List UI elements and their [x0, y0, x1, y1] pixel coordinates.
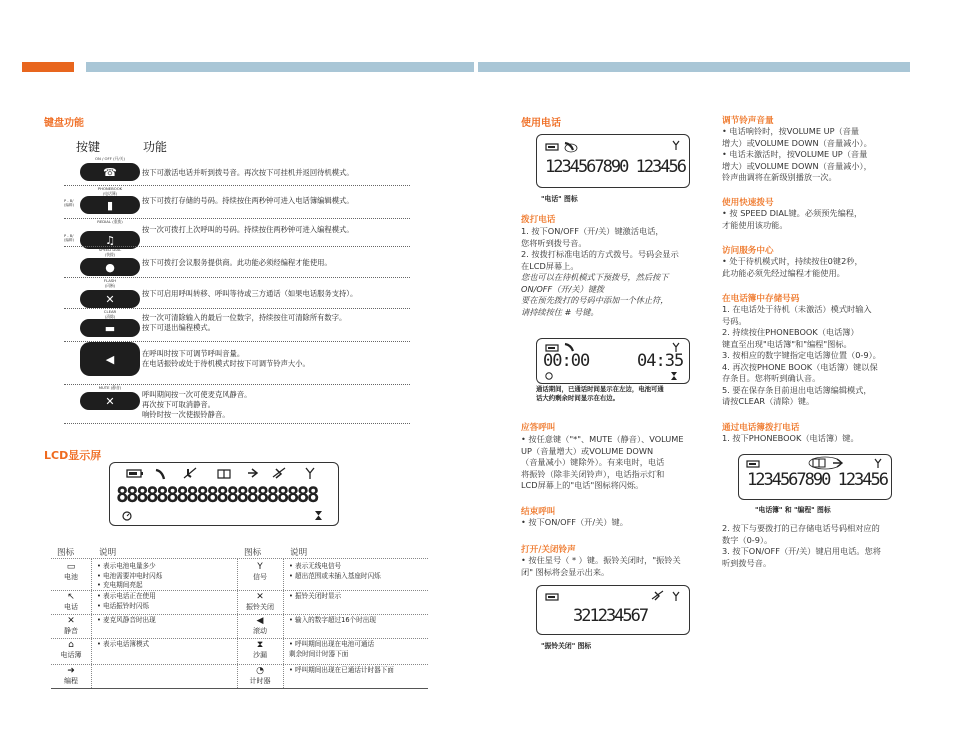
mute-key: [80, 392, 140, 410]
column-key-header: 按键: [76, 140, 101, 154]
scroll-icon: ◀ 滚动: [237, 616, 283, 636]
key-description: 呼叫期间按一次可使麦克风静音。 再次按下可取消静音。 响铃时按一次使振铃静音。: [142, 390, 252, 419]
phonebook-icon: ▮: [106, 198, 114, 212]
answer-text: • 按任意键（"*"、MUTE（静音）、VOLUME UP（音量增大）或VOLUME DOWN （音量减小）键除外）。有来电时，电话 将振铃（除非关闭铃声），电话指示灯和 LCD屏幕上的"电话"图标将闪烁。: [521, 434, 684, 490]
legend-icon-name: 电池: [64, 573, 78, 581]
phone-icon: [565, 143, 577, 152]
end-call-text: • 按下ON/OFF（开/关）键。: [521, 517, 628, 527]
legend-description: • 表示无线电信号 • 超出范围或未插入基座时闪烁: [289, 562, 381, 580]
key-label: REDIAL (重拨): [97, 219, 123, 224]
phonebook-dial-text: 1. 按下PHONEBOOK（电话簿）键。: [722, 433, 859, 443]
phonebook-dial-title: 通过电话簿拨打电话: [722, 423, 800, 433]
key-label: CLEAR (清除): [103, 309, 117, 319]
mute-icon: ✕: [105, 394, 115, 408]
legend-icon-name: 电话: [64, 603, 78, 611]
volume-icon: ◀: [105, 352, 115, 366]
legend-desc-header-2: 说明: [290, 548, 308, 558]
header-bar-right: [478, 62, 910, 72]
store-number-text: 1. 在电话处于待机（未激活）模式时输入 号码。 2. 持续按住PHONEBOOK（电话簿） 键直至出现"电话簿"和"编程"图标。 3. 按相应的数字键指定电话簿位置（0-9）。 4. 再次按PHONE BOOK（电话簿）键以保 存条目。您将听到确认音。 5. 要在保存条目前退出电话簿编辑模式， 请按CLEAR（清除）键。: [722, 304, 881, 406]
legend-icon-name: 编程: [64, 677, 78, 685]
phonebook-icon: [218, 470, 230, 478]
lcd-elapsed-time: 00:00: [543, 351, 590, 371]
lcd-phonebook-example: [738, 454, 892, 500]
volume-key: [80, 342, 140, 376]
keypad-row: [64, 156, 410, 186]
lcd-ringer-caption: "振铃关闭" 图标: [541, 642, 592, 650]
phonebook-key: [80, 196, 140, 214]
service-text: • 处于待机模式时，持续按住0键2秒， 此功能必须先经过编程才能使用。: [722, 256, 863, 278]
legend-icon-name: 振铃关闭: [246, 603, 274, 611]
hourglass-icon: ⧗ 沙漏: [237, 640, 283, 660]
keypad-section-title: 键盘功能: [44, 118, 84, 129]
keypad-row: [64, 247, 410, 278]
legend-icon-header-2: 图标: [244, 548, 262, 558]
keypad-row: [64, 309, 410, 342]
legend-description: • 振铃关闭时显示: [289, 592, 342, 600]
ringer-title: 打开/关闭铃声: [521, 545, 576, 555]
mute-icon: ✕ 静音: [51, 616, 91, 636]
lcd-timer-caption: 通话期间，已通话时间显示在左边，电池可通 话大约剩余时间显示在右边。: [536, 385, 664, 402]
lcd-digit-row: 88888888888888888888: [116, 483, 317, 507]
timer-icon: [546, 373, 552, 379]
signal-icon: [673, 141, 679, 150]
key-label: PHONEBOOK (电话簿): [97, 186, 123, 196]
legend-description: • 麦克风静音时出现: [97, 616, 156, 624]
key-sublabel: P - B/ (编辑): [64, 199, 74, 207]
dial-italic-text: 您也可以在待机模式下预拨号，然后按下 ON/OFF（开/关）键拨 要在预先拨打的号码中添加一个休止符， 请持续按住 # 号键。: [521, 272, 669, 317]
lcd-legend-table: [51, 544, 428, 690]
ringer-text: • 按住星号（ * ）键。振铃关闭时，"振铃关 闭" 图标将会显示出来。: [521, 555, 681, 577]
key-description: 按下可启用呼叫转移、呼叫等待或三方通话（如果电话服务支持）。: [142, 289, 358, 298]
program-icon: [248, 469, 257, 477]
timer-icon: ◔ 计时器: [237, 666, 283, 686]
end-call-title: 结束呼叫: [521, 507, 556, 517]
battery-icon: [546, 594, 558, 600]
lcd-full-display: [109, 462, 339, 526]
phone-icon: [565, 344, 573, 351]
header-bar-orange: [22, 62, 74, 72]
phonebook-icon: [813, 459, 825, 467]
lcd-phonebook-digits: 1234567890 123456: [747, 470, 887, 490]
lcd-phone-caption: "电话" 图标: [541, 195, 578, 203]
lcd-ringer-digits: 321234567: [573, 606, 648, 626]
service-title: 访问服务中心: [722, 246, 774, 256]
legend-description: • 表示电话簿模式: [97, 640, 150, 648]
mute-icon: [184, 468, 196, 478]
legend-icon-name: 计时器: [249, 677, 271, 685]
keypad-row: [64, 385, 410, 423]
phone-icon: ↖ 电话: [51, 592, 91, 612]
redial-icon: ♫: [105, 233, 115, 247]
dial-title: 拨打电话: [521, 215, 556, 225]
key-description: 按一次可清除输入的最后一位数字，持续按住可清除所有数字。 按下可退出编程模式。: [142, 313, 347, 332]
ringer-off-icon: ✕ 振铃关闭: [237, 592, 283, 612]
lcd-phonebook-caption: "电话簿" 和 "编程" 图标: [755, 506, 831, 514]
battery-icon: [127, 470, 143, 477]
dial-text: 1. 按下ON/OFF（开/关）键激活电话， 您将听到拨号音。 2. 按拨打标准电话的方式拨号。号码会显示 在LCD屏幕上。: [521, 226, 679, 271]
battery-icon: ▭ 电池: [51, 562, 91, 582]
legend-description: • 呼叫期间出现在已通话计时器下面: [289, 666, 394, 674]
key-description: 在呼叫时按下可调节呼叫音量。 在电话振铃或处于待机模式时按下可调节铃声大小。: [142, 349, 310, 368]
use-phone-title: 使用电话: [521, 118, 561, 129]
key-description: 按下可激活电话并听到拨号音。再次按下可挂机并返回待机模式。: [142, 168, 354, 177]
key-description: 按下可拨打存储的号码。持续按住两秒钟可进入电话簿编辑模式。: [142, 196, 354, 205]
signal-icon: [673, 592, 679, 601]
hourglass-icon: [671, 372, 677, 380]
key-description: 按一次可拨打上次呼叫的号码。持续按住两秒钟可进入编程模式。: [142, 225, 354, 234]
program-icon: ➜ 编程: [51, 666, 91, 686]
key-sublabel: P - B/ (编辑): [64, 234, 74, 242]
on-off-icon: ☎: [103, 165, 117, 179]
volume-title: 调节铃声音量: [722, 116, 774, 126]
legend-icon-name: 滚动: [253, 627, 267, 635]
speed-dial-text: • 按 SPEED DIAL键。必须预先编程， 才能使用该功能。: [722, 208, 863, 230]
speed-dial-icon: ●: [105, 260, 115, 274]
answer-title: 应答呼叫: [521, 423, 556, 433]
speed-dial-title: 使用快速拨号: [722, 198, 774, 208]
keypad-row: [64, 219, 410, 247]
legend-desc-header: 说明: [99, 548, 117, 558]
volume-text: • 电话响铃时，按VOLUME UP（音量 增大）或VOLUME DOWN（音量减小）。 • 电话未激活时，按VOLUME UP（音量 增大）或VOLUME DOWN（音量减小）， 铃声曲调将在新级别播放一次。: [722, 126, 872, 182]
timer-icon: [123, 512, 131, 520]
key-label: MUTE (静音): [98, 385, 122, 390]
legend-icon-name: 电话簿: [60, 651, 82, 659]
lcd-section-title: LCD显示屏: [44, 449, 102, 462]
signal-icon: Y 信号: [237, 562, 283, 582]
hourglass-icon: [315, 511, 322, 520]
lcd-phone-example: [536, 134, 690, 188]
phonebook-dial-text-2: 2. 按下与要拨打的已存储电话号码相对应的 数字（0-9）。 3. 按下ON/OFF（开/关）键启用电话。您将 听到拨号音。: [722, 523, 881, 568]
key-label: SPEED DIAL (快拨): [98, 247, 122, 257]
legend-description: • 表示电池电量多少 • 电池需要冲电时闪烁 • 充电期间亮起: [97, 562, 163, 590]
clear-icon: ▬: [104, 321, 116, 335]
legend-description: • 输入的数字超过16个时出现: [289, 616, 376, 624]
column-function-header: 功能: [143, 140, 168, 154]
key-description: 按下可拨打会议服务提供商。此功能必须经编程才能使用。: [142, 258, 332, 267]
ringer-off-icon: [652, 591, 663, 600]
header-bar-left: [86, 62, 474, 72]
signal-icon: [875, 459, 881, 468]
legend-icon-name: 静音: [64, 627, 78, 635]
clear-key: [80, 319, 140, 337]
legend-icon-header: 图标: [57, 548, 75, 558]
battery-icon: [747, 461, 759, 467]
keypad-row: [64, 186, 410, 219]
keypad-row: [64, 278, 410, 309]
keypad-row: [64, 342, 410, 385]
lcd-remaining-time: 04:35: [637, 351, 684, 371]
signal-icon: [306, 468, 314, 479]
phone-icon: [156, 470, 164, 479]
flash-key: [80, 290, 140, 308]
on-off-key: [80, 163, 140, 181]
phonebook-icon: ⌂ 电话簿: [51, 640, 91, 660]
battery-icon: [546, 144, 558, 150]
legend-description: • 表示电话正在使用 • 电话振铃时闪烁: [97, 592, 156, 610]
ringer-off-icon: [273, 468, 285, 478]
legend-description: • 呼叫期间出现在电池可通话 剩余时间计时器下面: [289, 640, 375, 658]
legend-icon-name: 沙漏: [253, 651, 267, 659]
speed-dial-key: [80, 258, 140, 276]
lcd-phone-digits: 1234567890 123456: [545, 157, 685, 177]
key-label: ON / OFF (开/关): [95, 156, 125, 161]
lcd-timer-example: [536, 338, 690, 384]
store-number-title: 在电话簿中存储号码: [722, 294, 800, 304]
lcd-ringer-off-example: [536, 585, 690, 635]
flash-icon: ✕: [105, 292, 115, 306]
key-label: FLASH (闪断): [103, 278, 117, 288]
legend-icon-name: 信号: [253, 573, 267, 581]
